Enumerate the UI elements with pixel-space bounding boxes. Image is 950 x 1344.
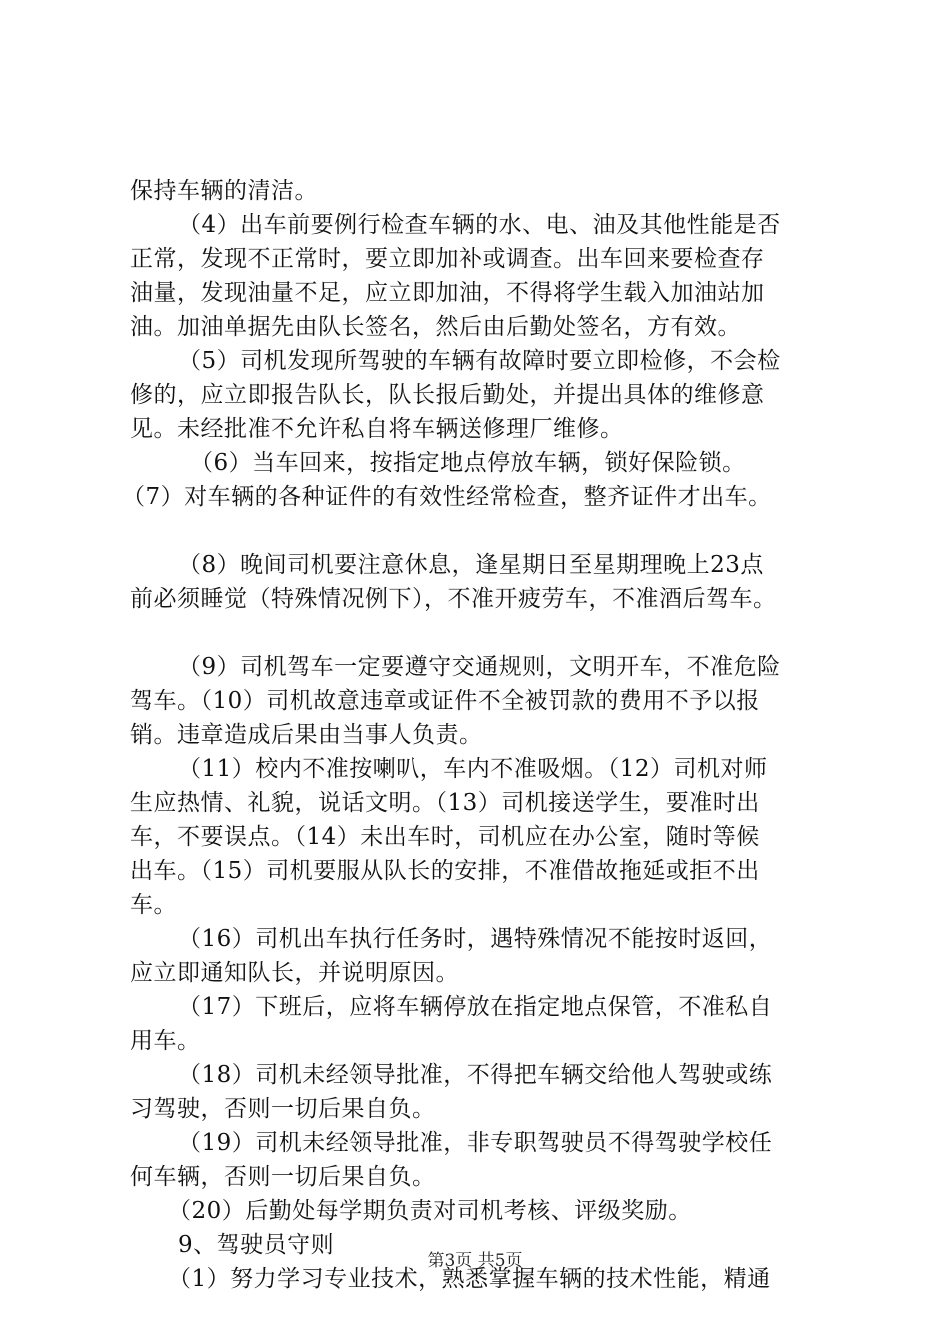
text-line: （9）司机驾车一定要遵守交通规则，文明开车，不准危险 <box>178 654 781 680</box>
section-heading: 9、驾驶员守则 <box>178 1232 335 1258</box>
page-footer: 第3页 共5页 <box>427 1251 523 1271</box>
text-line: （11）校内不准按喇叭，车内不准吸烟。（12）司机对师 <box>178 756 768 782</box>
text-line: 驾车。（10）司机故意违章或证件不全被罚款的费用不予以报 <box>130 688 760 714</box>
text-line: 油量，发现油量不足，应立即加油，不得将学生载入加油站加 <box>130 280 765 306</box>
text-line: （8）晚间司机要注意休息，逢星期日至星期理晚上23点 <box>178 552 764 578</box>
text-line: 应立即通知队长，并说明原因。 <box>130 960 459 986</box>
text-line: （5）司机发现所驾驶的车辆有故障时要立即检修，不会检 <box>178 348 781 374</box>
text-line: 出车。（15）司机要服从队长的安排，不准借故拖延或拒不出 <box>130 858 760 884</box>
text-line: 何车辆，否则一切后果自负。 <box>130 1164 436 1190</box>
text-line: 油。加油单据先由队长签名，然后由后勤处签名，方有效。 <box>130 314 741 340</box>
document-body <box>122 174 835 1296</box>
text-line: （6）当车回来，按指定地点停放车辆，锁好保险锁。 <box>190 450 746 476</box>
text-line: （7）对车辆的各种证件的有效性经常检查，整齐证件才出车。 <box>122 484 772 510</box>
blank-line <box>130 514 835 548</box>
text-line: 车，不要误点。（14）未出车时，司机应在办公室，随时等候 <box>130 824 760 850</box>
text-line: （18）司机未经领导批准，不得把车辆交给他人驾驶或练 <box>178 1062 773 1088</box>
text-line: 前必须睡觉（特殊情况例下），不准开疲劳车，不准酒后驾车。 <box>130 586 777 612</box>
text-line: 车。 <box>130 892 177 918</box>
text-line: 正常，发现不正常时，要立即加补或调查。出车回来要检查存 <box>130 246 765 272</box>
text-line: 用车。 <box>130 1028 201 1054</box>
blank-line <box>130 616 835 650</box>
text-line: （20）后勤处每学期负责对司机考核、评级奖励。 <box>168 1198 692 1224</box>
text-line: 保持车辆的清洁。 <box>130 178 318 204</box>
text-line: （19）司机未经领导批准，非专职驾驶员不得驾驶学校任 <box>178 1130 773 1156</box>
text-line: 习驾驶，否则一切后果自负。 <box>130 1096 436 1122</box>
text-line: 修的，应立即报告队长，队长报后勤处，并提出具体的维修意 <box>130 382 765 408</box>
text-line: （1）努力学习专业技术，熟悉掌握车辆的技术性能，精通 <box>168 1266 771 1292</box>
text-line: 销。违章造成后果由当事人负责。 <box>130 722 483 748</box>
text-line: （16）司机出车执行任务时，遇特殊情况不能按时返回， <box>178 926 773 952</box>
text-line: 生应热情、礼貌，说话文明。（13）司机接送学生，要准时出 <box>130 790 760 816</box>
text-line: 见。未经批准不允许私自将车辆送修理厂维修。 <box>130 416 624 442</box>
text-line: （17）下班后，应将车辆停放在指定地点保管，不准私自 <box>178 994 773 1020</box>
text-line: （4）出车前要例行检查车辆的水、电、油及其他性能是否 <box>178 212 781 238</box>
